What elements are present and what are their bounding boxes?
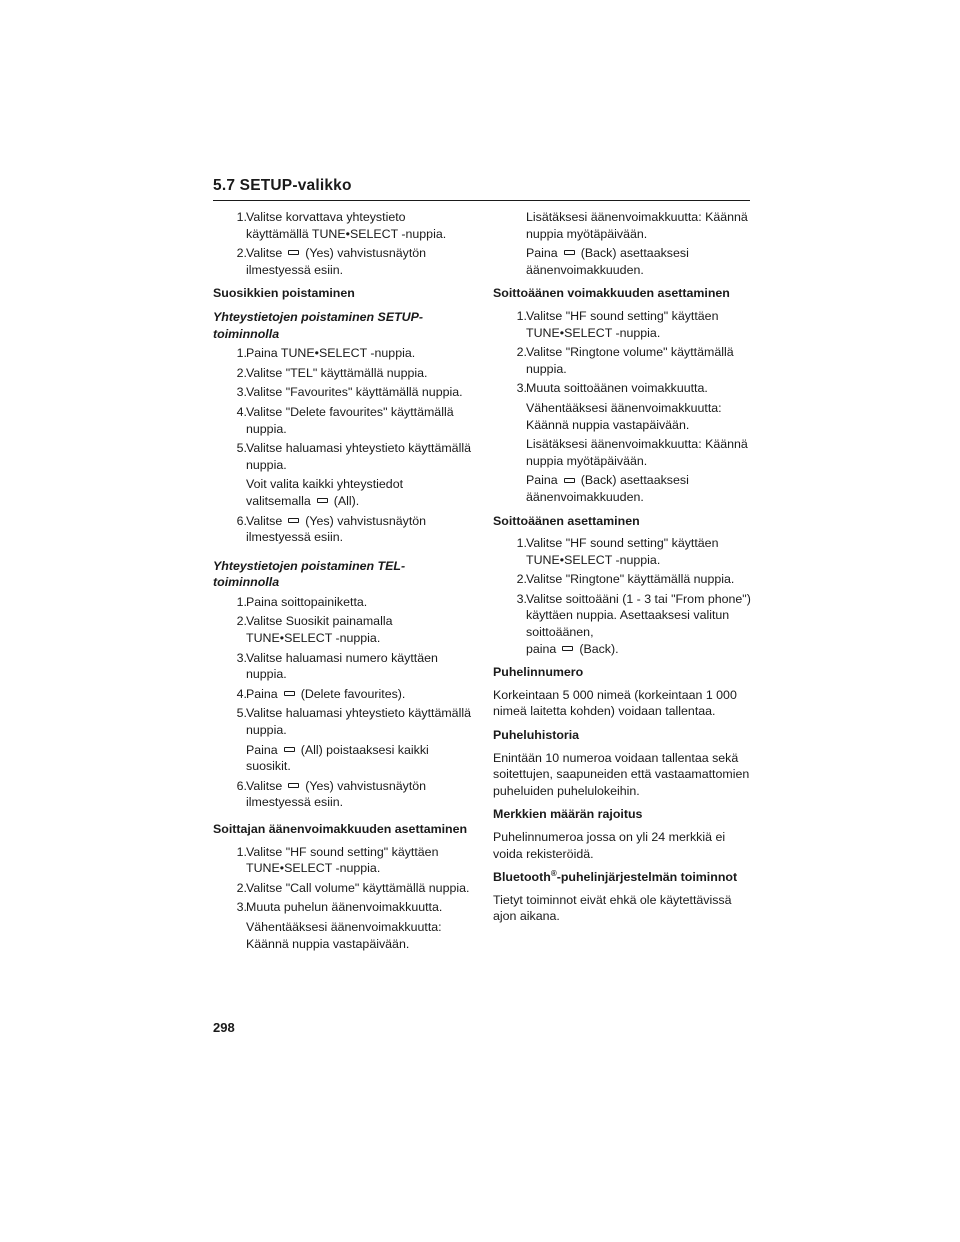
list-item: 4. Paina (Delete favourites).	[236, 686, 406, 701]
button-icon	[317, 498, 328, 503]
button-icon	[562, 646, 573, 651]
section-heading: Bluetooth®-puhelinjärjestelmän toiminnot	[493, 869, 738, 885]
list-item	[213, 245, 471, 278]
item-note: Voit valita kaikki yhteystiedot valitsemalla (All).	[246, 477, 404, 508]
section-heading: Merkkien määrän rajoitus	[493, 807, 643, 822]
list-item	[213, 209, 471, 242]
list-item: 4. Valitse "Delete favourites" käyttämällä nuppia.	[236, 404, 454, 436]
item-number: 2.	[236, 246, 247, 261]
section-title: 5.7 SETUP-valikko	[213, 177, 352, 194]
item-text: Valitse korvattava yhteystieto käyttämällä TUNE•SELECT -nuppia.	[246, 210, 447, 241]
section-heading: Soittoäänen asettaminen	[493, 513, 640, 528]
list-item: 3. Muuta puhelun äänenvoimakkuutta.	[236, 900, 443, 915]
subsection-heading: Yhteystietojen poistaminen SETUP-toiminnolla	[213, 309, 423, 341]
list-item: 1. Valitse "HF sound setting" käyttäen TUNE•SELECT -nuppia.	[236, 844, 439, 876]
list-item: 2. Valitse "TEL" käyttämällä nuppia.	[236, 365, 428, 380]
button-icon	[288, 518, 299, 523]
list-item: 6. Valitse (Yes) vahvistusnäytön ilmestyessä esiin.	[236, 778, 427, 810]
paragraph: Puhelinnumeroa jossa on yli 24 merkkiä ei voida rekisteröidä.	[493, 830, 726, 861]
button-icon	[564, 478, 575, 483]
item-note: Paina (All) poistaaksesi kaikki suosikit.	[246, 742, 429, 774]
item-note: Lisätäksesi äänenvoimakkuutta: Käännä nuppia myötäpäivään.	[526, 437, 748, 468]
section-heading: Suosikkien poistaminen	[213, 286, 355, 301]
section-heading: Soittoäänen voimakkuuden asettaminen	[493, 286, 730, 301]
left-column	[213, 209, 471, 955]
item-number: 1.	[236, 210, 247, 224]
item-note: Lisätäksesi äänenvoimakkuutta: Käännä nuppia myötäpäivään.	[526, 210, 748, 241]
section-heading: Soittajan äänenvoimakkuuden asettaminen	[213, 822, 468, 836]
item-note: Paina (Back) asettaaksesi äänenvoimakkuuden.	[526, 473, 689, 504]
paragraph: Korkeintaan 5 000 nimeä (korkeintaan 1 000 nimeä laitetta kohden) voidaan tallentaa.	[493, 687, 737, 719]
list-item: 2. Valitse "Ringtone volume" käyttämällä nuppia.	[516, 345, 734, 376]
list-item: 6. Valitse (Yes) vahvistusnäytön ilmestyessä esiin.	[236, 513, 427, 545]
section-heading: Puheluhistoria	[493, 728, 580, 743]
section-header	[213, 176, 750, 201]
item-note: Vähentääksesi äänenvoimakkuutta: Käännä nuppia vastapäivään.	[246, 919, 442, 951]
list-item: 2. Valitse "Call volume" käyttämällä nuppia.	[236, 880, 470, 895]
list-item: 1. Valitse "HF sound setting" käyttäen TUNE•SELECT -nuppia.	[516, 308, 719, 340]
list-item: 1. Paina TUNE•SELECT -nuppia.	[236, 346, 416, 361]
list-item: 5. Valitse haluamasi yhteystieto käyttämällä nuppia.	[236, 441, 471, 472]
button-icon	[288, 250, 299, 255]
list-item: 3. Valitse "Favourites" käyttämällä nuppia.	[236, 385, 463, 400]
paragraph: Tietyt toiminnot eivät ehkä ole käytettävissä ajon aikana.	[493, 892, 732, 924]
item-note: Paina (Back) asettaaksesi äänenvoimakkuuden.	[526, 246, 689, 277]
section-heading: Puhelinnumero	[493, 665, 584, 680]
button-icon	[284, 747, 295, 752]
list-item: 5. Valitse haluamasi yhteystieto käyttämällä nuppia.	[236, 706, 471, 738]
right-column	[493, 209, 751, 931]
list-item: 2. Valitse Suosikit painamalla TUNE•SELECT -nuppia.	[236, 614, 393, 646]
list-item: 1. Paina soittopainiketta.	[236, 594, 368, 609]
button-icon	[284, 691, 295, 696]
item-text: Valitse (Yes) vahvistusnäytön ilmestyessä esiin.	[246, 246, 427, 277]
page-number: 298	[213, 1020, 235, 1035]
list-item: 2. Valitse "Ringtone" käyttämällä nuppia.	[516, 572, 735, 587]
button-icon	[288, 783, 299, 788]
paragraph: Enintään 10 numeroa voidaan tallentaa sekä soitettujen, saapuneiden että vastaamattomien puheluiden puhelulokeihin.	[493, 750, 750, 798]
button-icon	[564, 250, 575, 255]
list-item: 3. Muuta soittoäänen voimakkuutta.	[516, 381, 708, 396]
list-item: 1. Valitse "HF sound setting" käyttäen TUNE•SELECT -nuppia.	[516, 536, 719, 567]
list-item: 3. Valitse haluamasi numero käyttäen nuppia.	[236, 650, 438, 682]
list-item: 3. Valitse soittoääni (1 - 3 tai "From phone") käyttäen nuppia. Asettaaksesi valitun soittoäänen, paina (Back).	[516, 591, 751, 656]
item-note: Vähentääksesi äänenvoimakkuutta: Käännä nuppia vastapäivään.	[526, 400, 722, 432]
subsection-heading: Yhteystietojen poistaminen TEL-toiminnolla	[213, 558, 406, 590]
